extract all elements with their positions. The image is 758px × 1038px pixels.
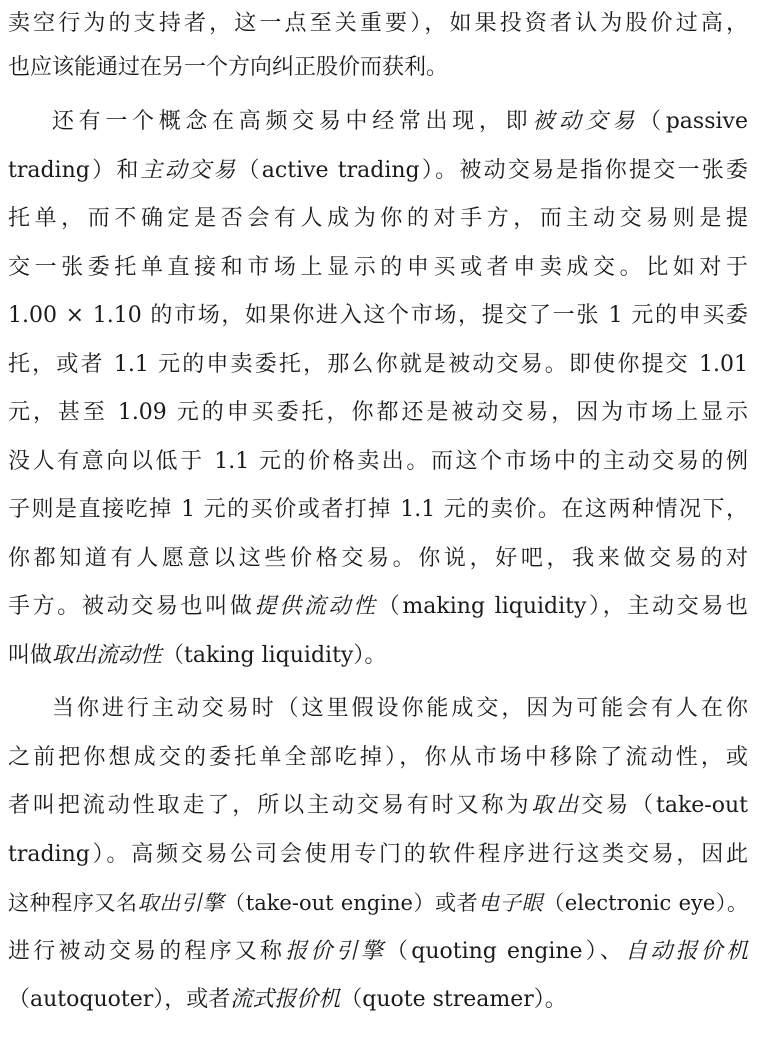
text-line — [8, 349, 748, 381]
text-segment: 元，甚至 1.09 元的申买委托，你都还是被动交易，因为市场上显示 — [8, 400, 748, 425]
text-segment: 没人有意向以低于 1.1 元的价格卖出。而这个市场中的主动交易的例 — [8, 449, 748, 474]
emphasized-term: 主动交易 — [140, 158, 238, 183]
text-segment: 之前把你想成交的委托单全部吃掉），你从市场中移除了流动性，或 — [8, 745, 748, 770]
emphasized-term: 提供流动性 — [254, 594, 378, 619]
text-line — [8, 397, 748, 429]
text-line — [52, 106, 748, 138]
text-line — [8, 887, 748, 919]
text-segment: 进行被动交易的程序又称 — [8, 939, 286, 964]
text-line — [8, 591, 748, 623]
text-line — [8, 203, 748, 235]
text-line — [8, 494, 748, 526]
text-segment: （making liquidity），主动交易也 — [377, 594, 748, 619]
text-line — [8, 839, 748, 871]
text-segment: 手方。被动交易也叫做 — [8, 594, 255, 619]
emphasized-term: 被动交易 — [532, 109, 640, 134]
text-segment: 当你进行主动交易时（这里假设你能成交，因为可能会有人在你 — [52, 696, 748, 721]
text-segment: trading）和 — [8, 158, 141, 183]
emphasized-term: 电子眼 — [478, 891, 544, 915]
text-segment: 你都知道有人愿意以这些价格交易。你说，好吧，我来做交易的对 — [8, 546, 748, 571]
emphasized-term: 取出流动性 — [52, 643, 163, 668]
text-segment: （passive — [639, 109, 748, 134]
text-line — [8, 446, 748, 478]
text-segment: （quote streamer）。 — [340, 987, 567, 1012]
text-line — [8, 155, 748, 187]
text-line — [52, 693, 748, 725]
text-segment: 卖空行为的支持者，这一点至关重要），如果投资者认为股价过高， — [8, 11, 748, 36]
emphasized-term: 报价引擎 — [285, 939, 387, 964]
text-segment: 交一张委托单直接和市场上显示的申买或者申卖成交。比如对于 — [8, 255, 748, 280]
text-line — [8, 640, 748, 672]
text-line — [8, 252, 748, 284]
text-segment: 也应该能通过在另一个方向纠正股价而获利。 — [8, 55, 449, 80]
text-segment: （autoquoter），或者 — [8, 987, 231, 1012]
text-line — [8, 300, 748, 332]
emphasized-term: 流式报价机 — [230, 987, 341, 1012]
text-segment: 交易（take-out — [581, 793, 748, 818]
text-line — [8, 543, 748, 575]
text-segment: 1.00 × 1.10 的市场，如果你进入这个市场，提交了一张 1 元的申买委 — [8, 303, 748, 328]
text-segment: 叫做 — [8, 643, 53, 668]
text-segment: 还有一个概念在高频交易中经常出现，即 — [52, 109, 533, 134]
emphasized-term: 自动报价机 — [625, 939, 748, 964]
emphasized-term: 取出引擎 — [137, 891, 225, 915]
text-segment: trading）。高频交易公司会使用专门的软件程序进行这类交易，因此 — [8, 842, 748, 867]
text-line — [8, 936, 748, 968]
text-segment: （taking liquidity）。 — [162, 643, 387, 668]
text-segment: （active trading）。被动交易是指你提交一张委 — [237, 158, 748, 183]
text-line — [8, 984, 748, 1016]
text-line — [8, 790, 748, 822]
text-segment: （take-out engine）或者 — [224, 891, 479, 915]
text-line — [8, 742, 748, 774]
text-segment: （electronic eye）。 — [543, 891, 749, 915]
text-line — [8, 52, 748, 84]
text-segment: 托单，而不确定是否会有人成为你的对手方，而主动交易则是提 — [8, 206, 748, 231]
text-line — [8, 8, 748, 40]
text-segment: （quoting engine）、 — [386, 939, 626, 964]
text-segment: 这种程序又名 — [8, 891, 138, 915]
text-segment: 者叫把流动性取走了，所以主动交易有时又称为 — [8, 793, 532, 818]
text-segment: 子则是直接吃掉 1 元的买价或者打掉 1.1 元的卖价。在这两种情况下， — [8, 497, 748, 522]
emphasized-term: 取出 — [531, 793, 582, 818]
text-segment: 托，或者 1.1 元的申卖委托，那么你就是被动交易。即使你提交 1.01 — [8, 352, 749, 377]
